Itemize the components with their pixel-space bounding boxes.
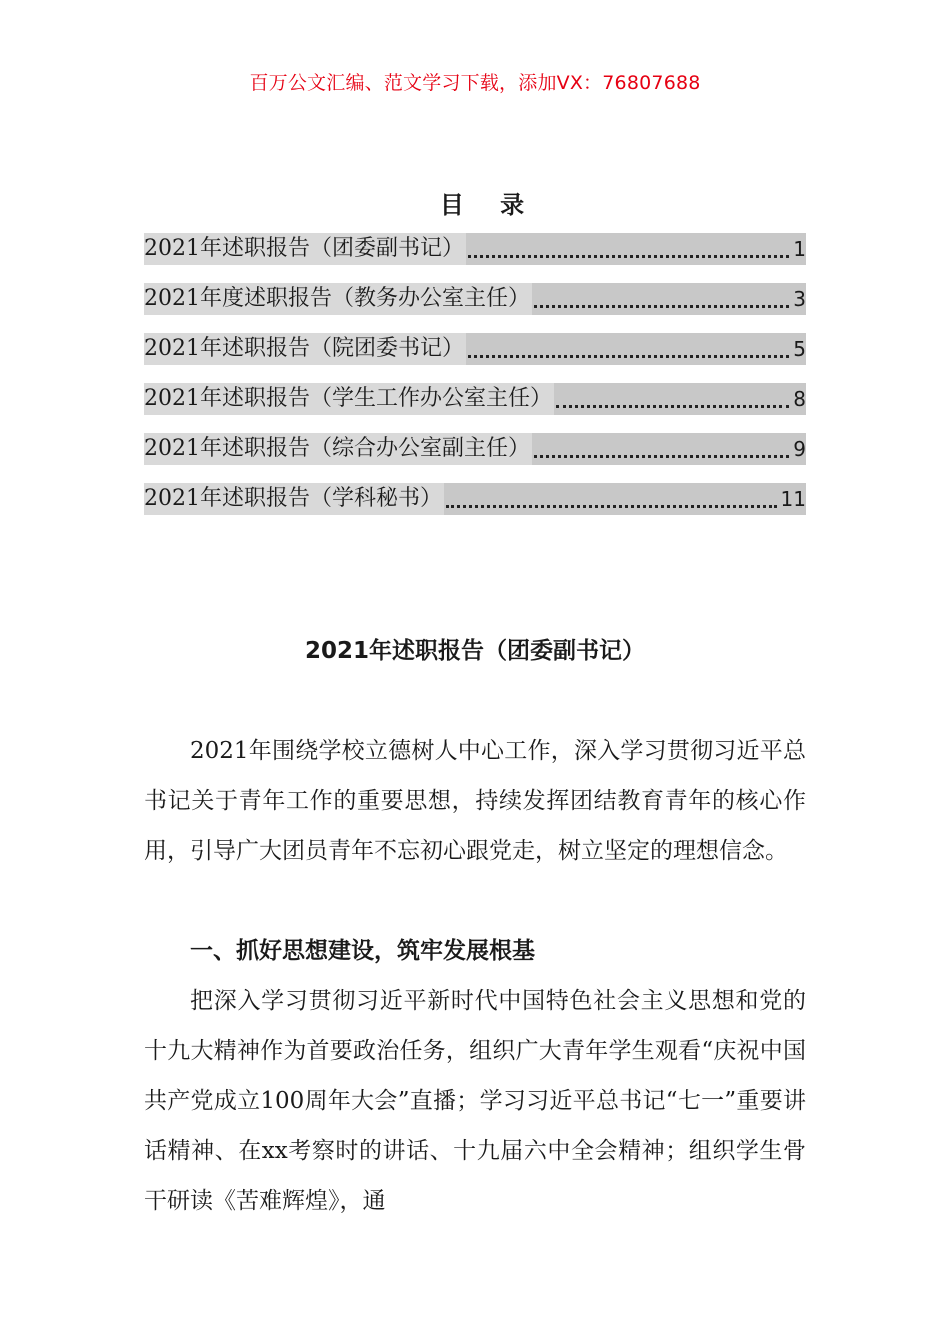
toc-leader-dots <box>444 483 779 515</box>
toc-entry[interactable] <box>144 433 806 465</box>
toc-entry-page: 9 <box>791 433 806 465</box>
toc-entry-text: 2021年述职报告（学生工作办公室主任） <box>144 383 554 415</box>
toc-entry[interactable] <box>144 483 806 515</box>
toc-leader-dots <box>554 383 791 415</box>
table-of-contents <box>144 233 806 533</box>
toc-title: 目 录 <box>439 191 539 219</box>
toc-entry-text: 2021年述职报告（团委副书记） <box>144 233 466 265</box>
toc-entry-page: 8 <box>791 383 806 415</box>
toc-entry-page: 5 <box>791 333 806 365</box>
watermark-header: 百万公文汇编、范文学习下载，添加VX：76807688 <box>249 72 701 94</box>
toc-leader-dots <box>466 233 791 265</box>
toc-entry-text: 2021年述职报告（学科秘书） <box>144 483 444 515</box>
toc-entry-page: 11 <box>779 483 806 515</box>
toc-entry-text: 2021年述职报告（综合办公室副主任） <box>144 433 532 465</box>
toc-entry[interactable] <box>144 333 806 365</box>
toc-entry[interactable] <box>144 283 806 315</box>
toc-entry-page: 1 <box>791 233 806 265</box>
body-paragraph: 把深入学习贯彻习近平新时代中国特色社会主义思想和党的十九大精神作为首要政治任务，组织广大青年学生观看“庆祝中国共产党成立100周年大会”直播；学习习近平总书记“七一”重要讲话精神、在xx考察时的讲话、十九届六中全会精神；组织学生骨干研读《苦难辉煌》，通 <box>144 988 806 1214</box>
toc-leader-dots <box>532 433 791 465</box>
intro-paragraph: 2021年围绕学校立德树人中心工作，深入学习贯彻习近平总书记关于青年工作的重要思想，持续发挥团结教育青年的核心作用，引导广大团员青年不忘初心跟党走，树立坚定的理想信念。 <box>144 738 806 864</box>
toc-entry-page: 3 <box>791 283 806 315</box>
section-heading: 一、抓好思想建设，筑牢发展根基 <box>190 938 535 964</box>
toc-entry[interactable] <box>144 233 806 265</box>
toc-entry-text: 2021年述职报告（院团委书记） <box>144 333 466 365</box>
toc-entry[interactable] <box>144 383 806 415</box>
toc-leader-dots <box>532 283 791 315</box>
section-title: 2021年述职报告（团委副书记） <box>304 638 645 664</box>
toc-entry-text: 2021年度述职报告（教务办公室主任） <box>144 283 532 315</box>
toc-leader-dots <box>466 333 791 365</box>
